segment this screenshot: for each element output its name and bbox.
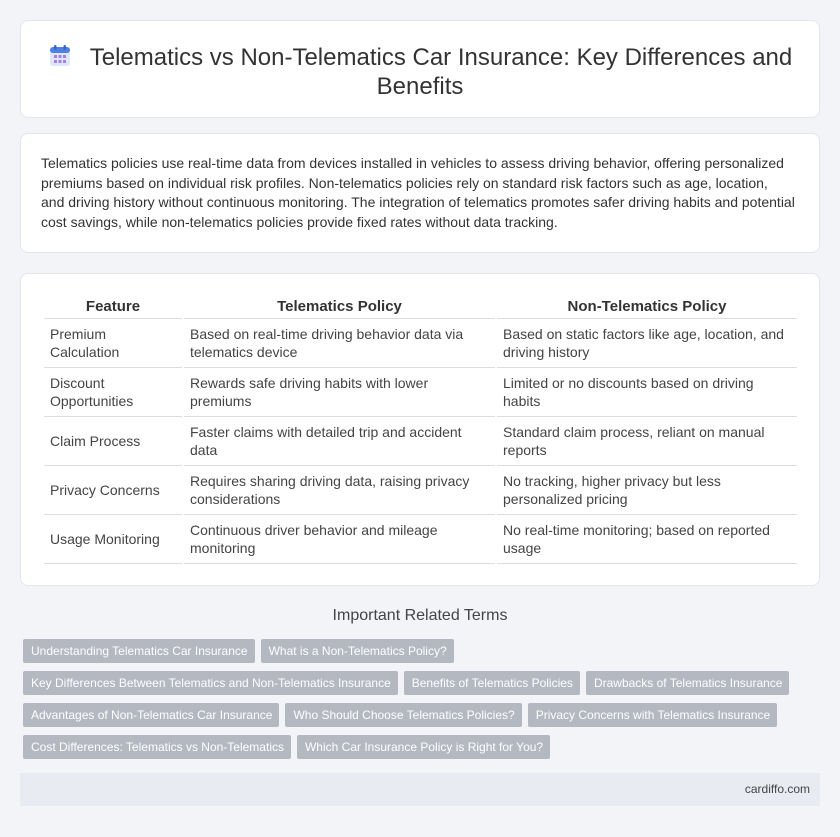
feature-cell: Usage Monitoring: [44, 515, 182, 564]
title-card: [20, 20, 820, 118]
feature-cell: Claim Process: [44, 417, 182, 466]
related-terms-tags: [23, 639, 813, 767]
table-row: [44, 368, 797, 417]
related-term-link[interactable]: Key Differences Between Telematics and Non-Telematics Insurance: [23, 671, 398, 695]
table-row: [44, 515, 797, 564]
telematics-cell: Requires sharing driving data, raising privacy considerations: [184, 466, 495, 515]
page-title: Telematics vs Non-Telematics Car Insurance: Key Differences and Benefits: [89, 44, 793, 100]
header-telematics: Telematics Policy: [184, 296, 495, 319]
related-term-link[interactable]: Understanding Telematics Car Insurance: [23, 639, 255, 663]
intro-paragraph: Telematics policies use real-time data from devices installed in vehicles to assess driving behavior, offering personalized premiums based on individual risk profiles. Non-telematics policies rely on standard risk factors such as age, location, and driving history without continuous monitoring. The integration of telematics promotes safer driving habits and potential cost savings, while non-telematics policies provide fixed rates without data tracking.: [41, 155, 795, 230]
related-term-link[interactable]: Privacy Concerns with Telematics Insurance: [528, 703, 778, 727]
calendar-icon: [48, 44, 72, 68]
tag-row: [23, 639, 813, 671]
telematics-cell: Rewards safe driving habits with lower premiums: [184, 368, 495, 417]
related-term-link[interactable]: Who Should Choose Telematics Policies?: [285, 703, 521, 727]
related-term-link[interactable]: Which Car Insurance Policy is Right for You?: [297, 735, 550, 759]
header-feature: Feature: [44, 296, 182, 319]
non-telematics-cell: Based on static factors like age, location, and driving history: [497, 319, 797, 368]
non-telematics-cell: No real-time monitoring; based on reported usage: [497, 515, 797, 564]
tag-row: [23, 671, 813, 703]
feature-cell: Privacy Concerns: [44, 466, 182, 515]
footer: [20, 773, 820, 806]
related-term-link[interactable]: What is a Non-Telematics Policy?: [261, 639, 454, 663]
tag-row: [23, 703, 813, 735]
feature-cell: Premium Calculation: [44, 319, 182, 368]
related-term-link[interactable]: Benefits of Telematics Policies: [404, 671, 580, 695]
tag-row: [23, 735, 813, 767]
related-term-link[interactable]: Drawbacks of Telematics Insurance: [586, 671, 790, 695]
comparison-table: [42, 296, 799, 564]
related-term-link[interactable]: Advantages of Non-Telematics Car Insurance: [23, 703, 279, 727]
non-telematics-cell: Limited or no discounts based on driving habits: [497, 368, 797, 417]
intro-card: [20, 133, 820, 253]
comparison-table-card: [20, 273, 820, 586]
related-terms-title: Important Related Terms: [332, 607, 508, 624]
telematics-cell: Continuous driver behavior and mileage monitoring: [184, 515, 495, 564]
feature-cell: Discount Opportunities: [44, 368, 182, 417]
telematics-cell: Faster claims with detailed trip and accident data: [184, 417, 495, 466]
page-title-wrap: [21, 43, 819, 101]
non-telematics-cell: No tracking, higher privacy but less personalized pricing: [497, 466, 797, 515]
header-non-telematics: Non-Telematics Policy: [497, 296, 797, 319]
related-terms-section: [20, 607, 820, 754]
non-telematics-cell: Standard claim process, reliant on manual reports: [497, 417, 797, 466]
table-row: [44, 466, 797, 515]
table-header-row: [44, 296, 797, 319]
footer-brand[interactable]: cardiffo.com: [744, 782, 810, 796]
telematics-cell: Based on real-time driving behavior data via telematics device: [184, 319, 495, 368]
table-row: [44, 319, 797, 368]
related-term-link[interactable]: Cost Differences: Telematics vs Non-Telematics: [23, 735, 291, 759]
table-row: [44, 417, 797, 466]
